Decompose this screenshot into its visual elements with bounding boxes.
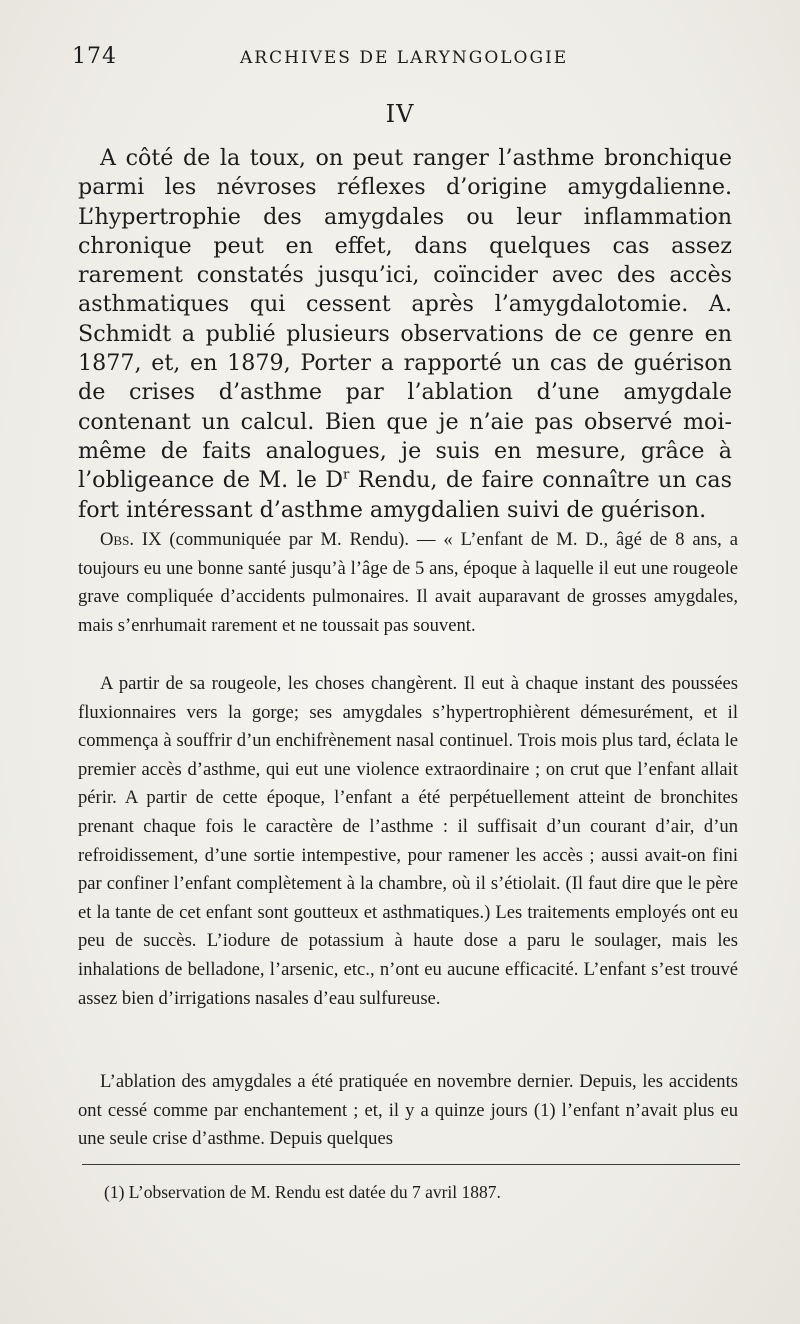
intro-paragraph-text: A côté de la toux, on peut ranger l’asthme bronchique parmi les névroses réflexes d’origine amygdalienne. L’hypertrophie des amygdales ou leur inflammation chronique peut en effet, dans quelques cas assez rarement constatés jusqu’ici, coïncider avec des accès asthmatiques qui cessent après l’amygdalotomie. A. Schmidt a publié plusieurs observations de ce genre en 1877, et, en 1879, Porter a rapporté un cas de guérison de crises d’asthme par l’ablation d’une amygdale contenant un calcul. Bien que je n’aie pas observé moi-même de faits analogues, je suis en mesure, grâce à l’obligeance de M. le D	[78, 145, 732, 494]
doctor-superscript: r	[343, 467, 350, 483]
section-heading: IV	[385, 100, 415, 128]
ablation-paragraph: L’ablation des amygdales a été pratiquée en novembre dernier. Depuis, les accidents ont cessé comme par enchantement ; et, il y a quinze jours (1) l’enfant n’avait plus eu une seule crise d’asthme. Depuis quelques	[78, 1071, 738, 1150]
page-header	[72, 44, 732, 74]
observation-paragraph	[78, 526, 738, 640]
footnote-divider	[82, 1164, 740, 1165]
observation-label: Obs.	[100, 529, 134, 550]
observation-text: IX (communiquée par M. Rendu). — « L’enfant de M. D., âgé de 8 ans, a toujours eu une bonne santé jusqu’à l’âge de 5 ans, époque à laquelle il eut une rougeole grave compliquée d’accidents pulmonaires. Il avait auparavant de grosses amygdales, mais s’enrhumait rarement et ne toussait pas souvent.	[78, 529, 738, 636]
intro-paragraph	[78, 144, 732, 525]
case-history-paragraph: A partir de sa rougeole, les choses changèrent. Il eut à chaque instant des poussées fluxionnaires vers la gorge; ses amygdales s’hypertrophièrent démesurément, et il commença à souffrir d’un enchifrènement nasal continuel. Trois mois plus tard, éclata le premier accès d’asthme, qui eut une violence extraordinaire ; on crut que l’enfant allait périr. A partir de cette époque, l’enfant a été perpétuellement atteint de bronchites prenant chaque fois le caractère de l’asthme : il suffisait d’un courant d’air, d’un refroidissement, d’une sortie intempestive, pour ramener les accès ; aussi avait-on fini par confiner l’enfant complètement à la chambre, où il s’étiolait. (Il faut dire que le père et la tante de cet enfant sont goutteux et asthmatiques.) Les traitements employés ont eu peu de succès. L’iodure de potassium à haute dose a paru le soulager, mais les inhalations de belladone, l’arsenic, etc., n’ont eu aucune efficacité. L’enfant s’est trouvé assez bien d’irrigations nasales d’eau sulfureuse.	[78, 673, 738, 1009]
page-number: 174	[72, 44, 117, 69]
ablation-block	[78, 1068, 738, 1154]
case-history-block	[78, 670, 738, 1013]
running-title: ARCHIVES DE LARYNGOLOGIE	[240, 48, 569, 68]
observation-block	[78, 526, 738, 640]
footnote: (1) L’observation de M. Rendu est datée du 7 avril 1887.	[104, 1182, 501, 1202]
intro-paragraph-end: Rendu, de faire connaître un cas fort intéressant d’asthme amygdalien suivi de guérison.	[78, 467, 732, 523]
main-text	[78, 144, 732, 525]
